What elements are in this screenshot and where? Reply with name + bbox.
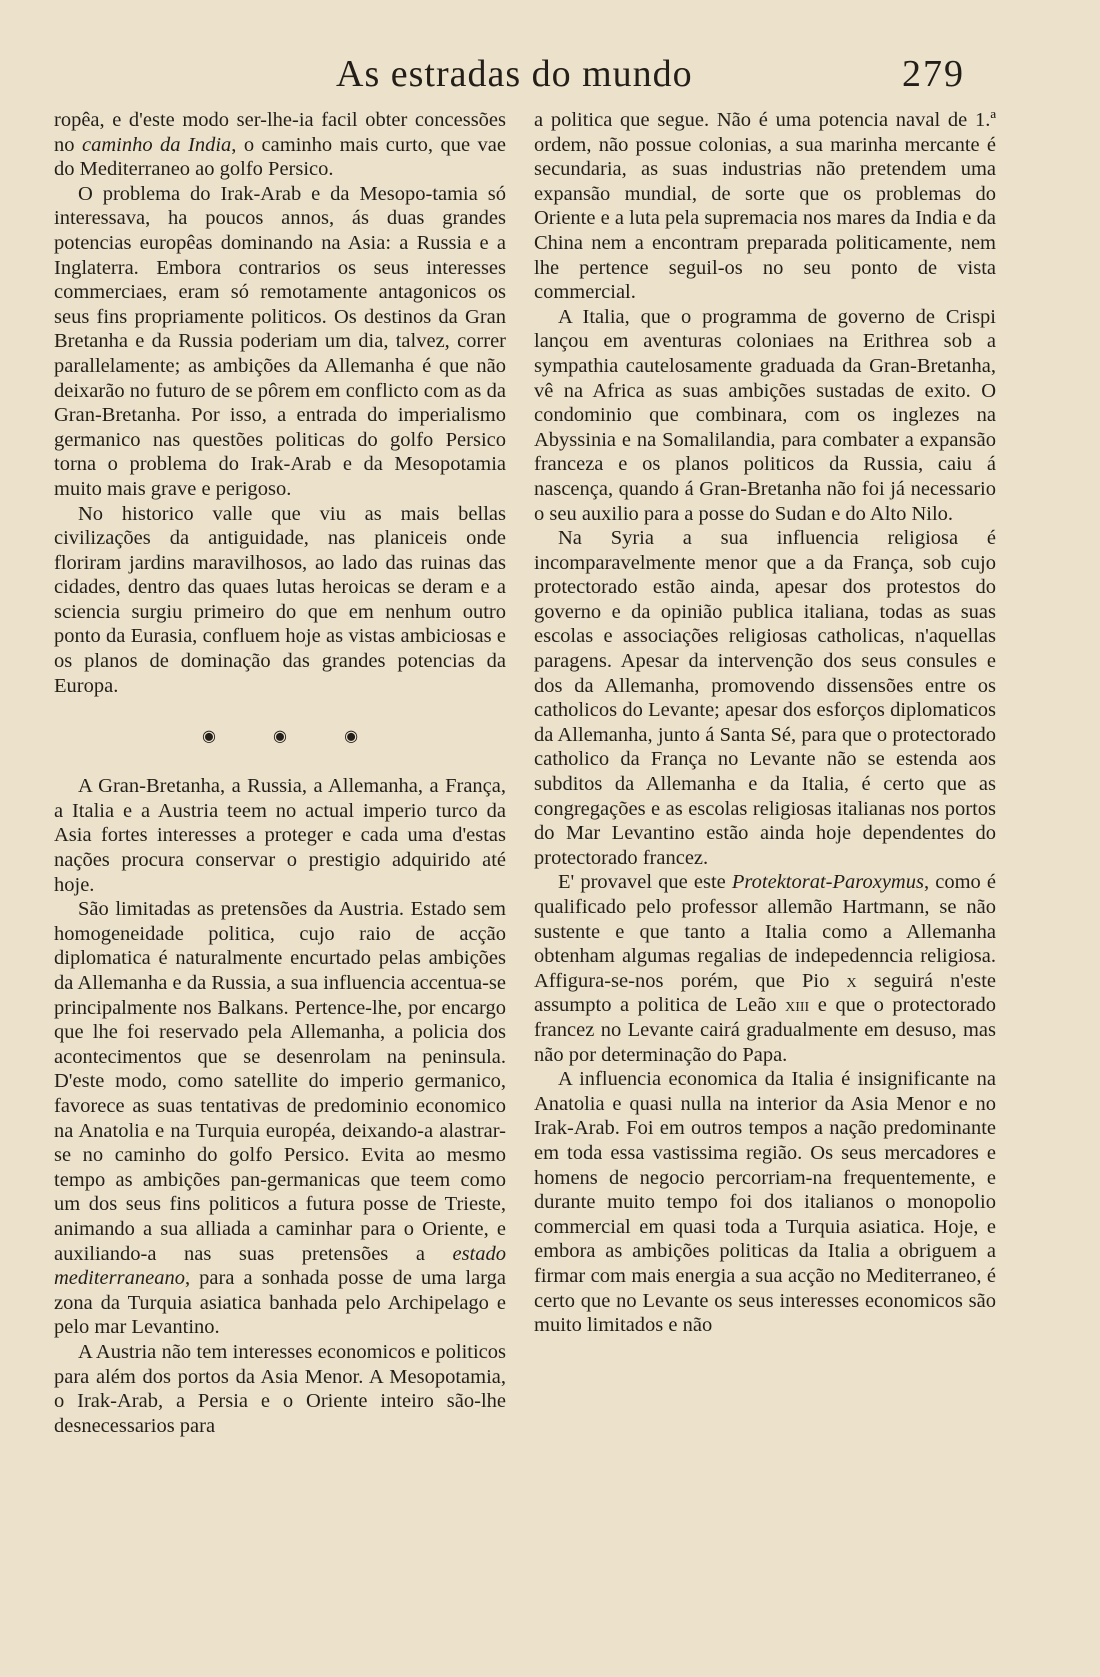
roman-numeral: xiii	[785, 994, 810, 1017]
text-run: seguirá n'este assumpto a politica de Leão	[534, 969, 997, 1017]
text-run: , o caminho mais curto, que vae do Mediterraneo ao golfo Persico.	[54, 133, 507, 181]
paragraph: A Gran-Bretanha, a Russia, a Allemanha, a França, a Italia e a Austria teem no actual imperio turco da Asia fortes interesses a proteger e cada uma d'estas nações procura conservar o prestigio adquirido até hoje.	[54, 775, 506, 896]
paragraph: A Austria não tem interesses economicos e politicos para além dos portos da Asia Menor. A Mesopotamia, o Irak-Arab, a Persia e o Oriente inteiro são-lhe desnecessarios para	[54, 1340, 506, 1437]
right-column	[534, 108, 996, 1338]
paragraph: A influencia economica da Italia é insignificante na Anatolia e quasi nulla na interior da Asia Menor e no Irak-Arab. Foi em outros tempos a nação predominante em toda essa vastissima região. Os seus mercadores e homens de negocio percorriam-na frequentemente, e durante muito tempo foi dos italianos o monopolio commercial em quasi toda a Turquia asiatica. Hoje, e embora as ambições politicas da Italia a obriguem a firmar com mais energia a sua acção no Mediterraneo, é certo que no Levante os seus interesses economicos são muito limitados e não	[534, 1068, 996, 1337]
paragraph	[54, 897, 506, 1340]
paragraph: No historico valle que viu as mais bellas civilizações da antiguidade, nas planiceis onde floriram jardins maravilhosos, ao lado das ruinas das cidades, dentro das quaes lutas heroicas se deram e a sciencia surgiu primeiro do que em nenhum outro ponto da Eurasia, confluem hoje as vistas ambiciosas e os planos de dominação das grandes potencias da Europa.	[54, 502, 506, 697]
paragraph	[54, 108, 506, 182]
italic-text: Protektorat-Paroxymus	[731, 871, 924, 894]
left-column	[54, 108, 506, 1438]
text-run: , como é qualificado pelo professor allemão Hartmann, se não sustente e que tanto a Italia como a Allemanha obtenham algumas regalias de indepedenncia religiosa. Affigura-se-nos porém, que Pio	[534, 871, 996, 992]
running-title: As estradas do mundo	[336, 53, 693, 95]
text-run: e que o protectorado francez no Levante cairá gradualmente em desuso, mas não por determinação do Papa.	[534, 994, 996, 1066]
text-run: ropêa, e d'este modo ser-lhe-ia facil obter concessões no	[54, 109, 506, 156]
text-run: E' provavel que este	[558, 871, 732, 894]
roman-numeral: x	[846, 969, 857, 992]
paragraph: Na Syria a sua influencia religiosa é incomparavelmente menor que a da França, sob cujo protectorado estão ainda, apesar dos protestos do governo e da opinião publica italiana, todas as suas escolas e associações religiosas catholicas, n'aquellas paragens. Apesar da intervenção dos seus consules e dos da Allemanha, promovendo dissensões entre os catholicos do Levante; apesar dos esforços diplomaticos da Allemanha, junto á Santa Sé, para que o protectorado catholico da França no Levante não se estenda aos subditos da Allemanha e da Italia, é certo que as congregações e as escolas religiosas italianas nos portos do Mar Levantino estão ainda hoje dependentes do protectorado francez.	[534, 527, 996, 869]
paragraph: O problema do Irak-Arab e da Mesopo-tamia só interessava, ha poucos annos, ás duas grandes potencias europêas dominando na Asia: a Russia e a Inglaterra. Embora contrarios os seus interesses commerciaes, eram só remotamente antagonicos os seus fins propriamente politicos. Os destinos da Gran Bretanha e da Russia poderiam um dia, talvez, correr parallelamente; as ambições da Allemanha é que não deixarão no futuro de se pôrem em conflicto com as da Gran-Bretanha. Por isso, a entrada do imperialismo germanico nas questões politicas do golfo Persico torna o problema do Irak-Arab e da Mesopotamia muito mais grave e perigoso.	[54, 182, 506, 500]
paragraph	[534, 870, 996, 1067]
text-run: , para a sonhada posse de uma larga zona da Turquia asiatica banhada pelo Archipelago e pelo mar Levantino.	[54, 1267, 506, 1339]
paragraph: A Italia, que o programma de governo de Crispi lançou em aventuras coloniaes na Erithrea sob a sympathia cautelosamente graduada da Gran-Bretanha, vê na Africa as suas ambições sustadas de exito. O condominio que combinara, com os inglezes na Abyssinia e na Somalilandia, para combater a expansão franceza e os planos politicos da Russia, caiu á nascença, quando á Gran-Bretanha não foi já necessario o seu auxilio para a posse do Sudan e do Alto Nilo.	[534, 305, 996, 525]
running-head	[0, 52, 1100, 102]
page-number: 279	[902, 53, 965, 95]
italic-text: caminho da India	[81, 133, 232, 156]
section-ornament: ◉ ◉ ◉	[201, 726, 385, 746]
text-run: São limitadas as pretensões da Austria. Estado sem homogeneidade politica, cujo raio de acção diplomatica é naturalmente encurtado pelas ambições da Allemanha e da Russia, a sua influencia accentua-se principalmente nos Balkans. Pertence-lhe, por encargo que lhe foi reservado pela Allemanha, a policia dos acontecimentos que se desenrolam na peninsula. D'este modo, como satellite do imperio germanico, favorece as suas tentativas de predominio economico na Anatolia e na Turquia européa, deixando-a alastrar-se no caminho do golfo Persico. Evita ao mesmo tempo as ambições pan-germanicas que teem como um dos seus fins politicos a futura posse de Trieste, animando a sua alliada a caminhar para o Oriente, e auxiliando-a nas suas pretensões a	[54, 898, 506, 1265]
paragraph: a politica que segue. Não é uma potencia naval de 1.ª ordem, não possue colonias, a sua marinha mercante é secundaria, as suas industrias não pretendem uma expansão mundial, de sorte que os problemas do Oriente e a luta pela supremacia nos mares da India e da China nem a encontram preparada politicamente, nem lhe pertence seguil-os no seu ponto de vista commercial.	[534, 109, 996, 304]
italic-text: estado mediterraneano	[54, 1242, 506, 1290]
